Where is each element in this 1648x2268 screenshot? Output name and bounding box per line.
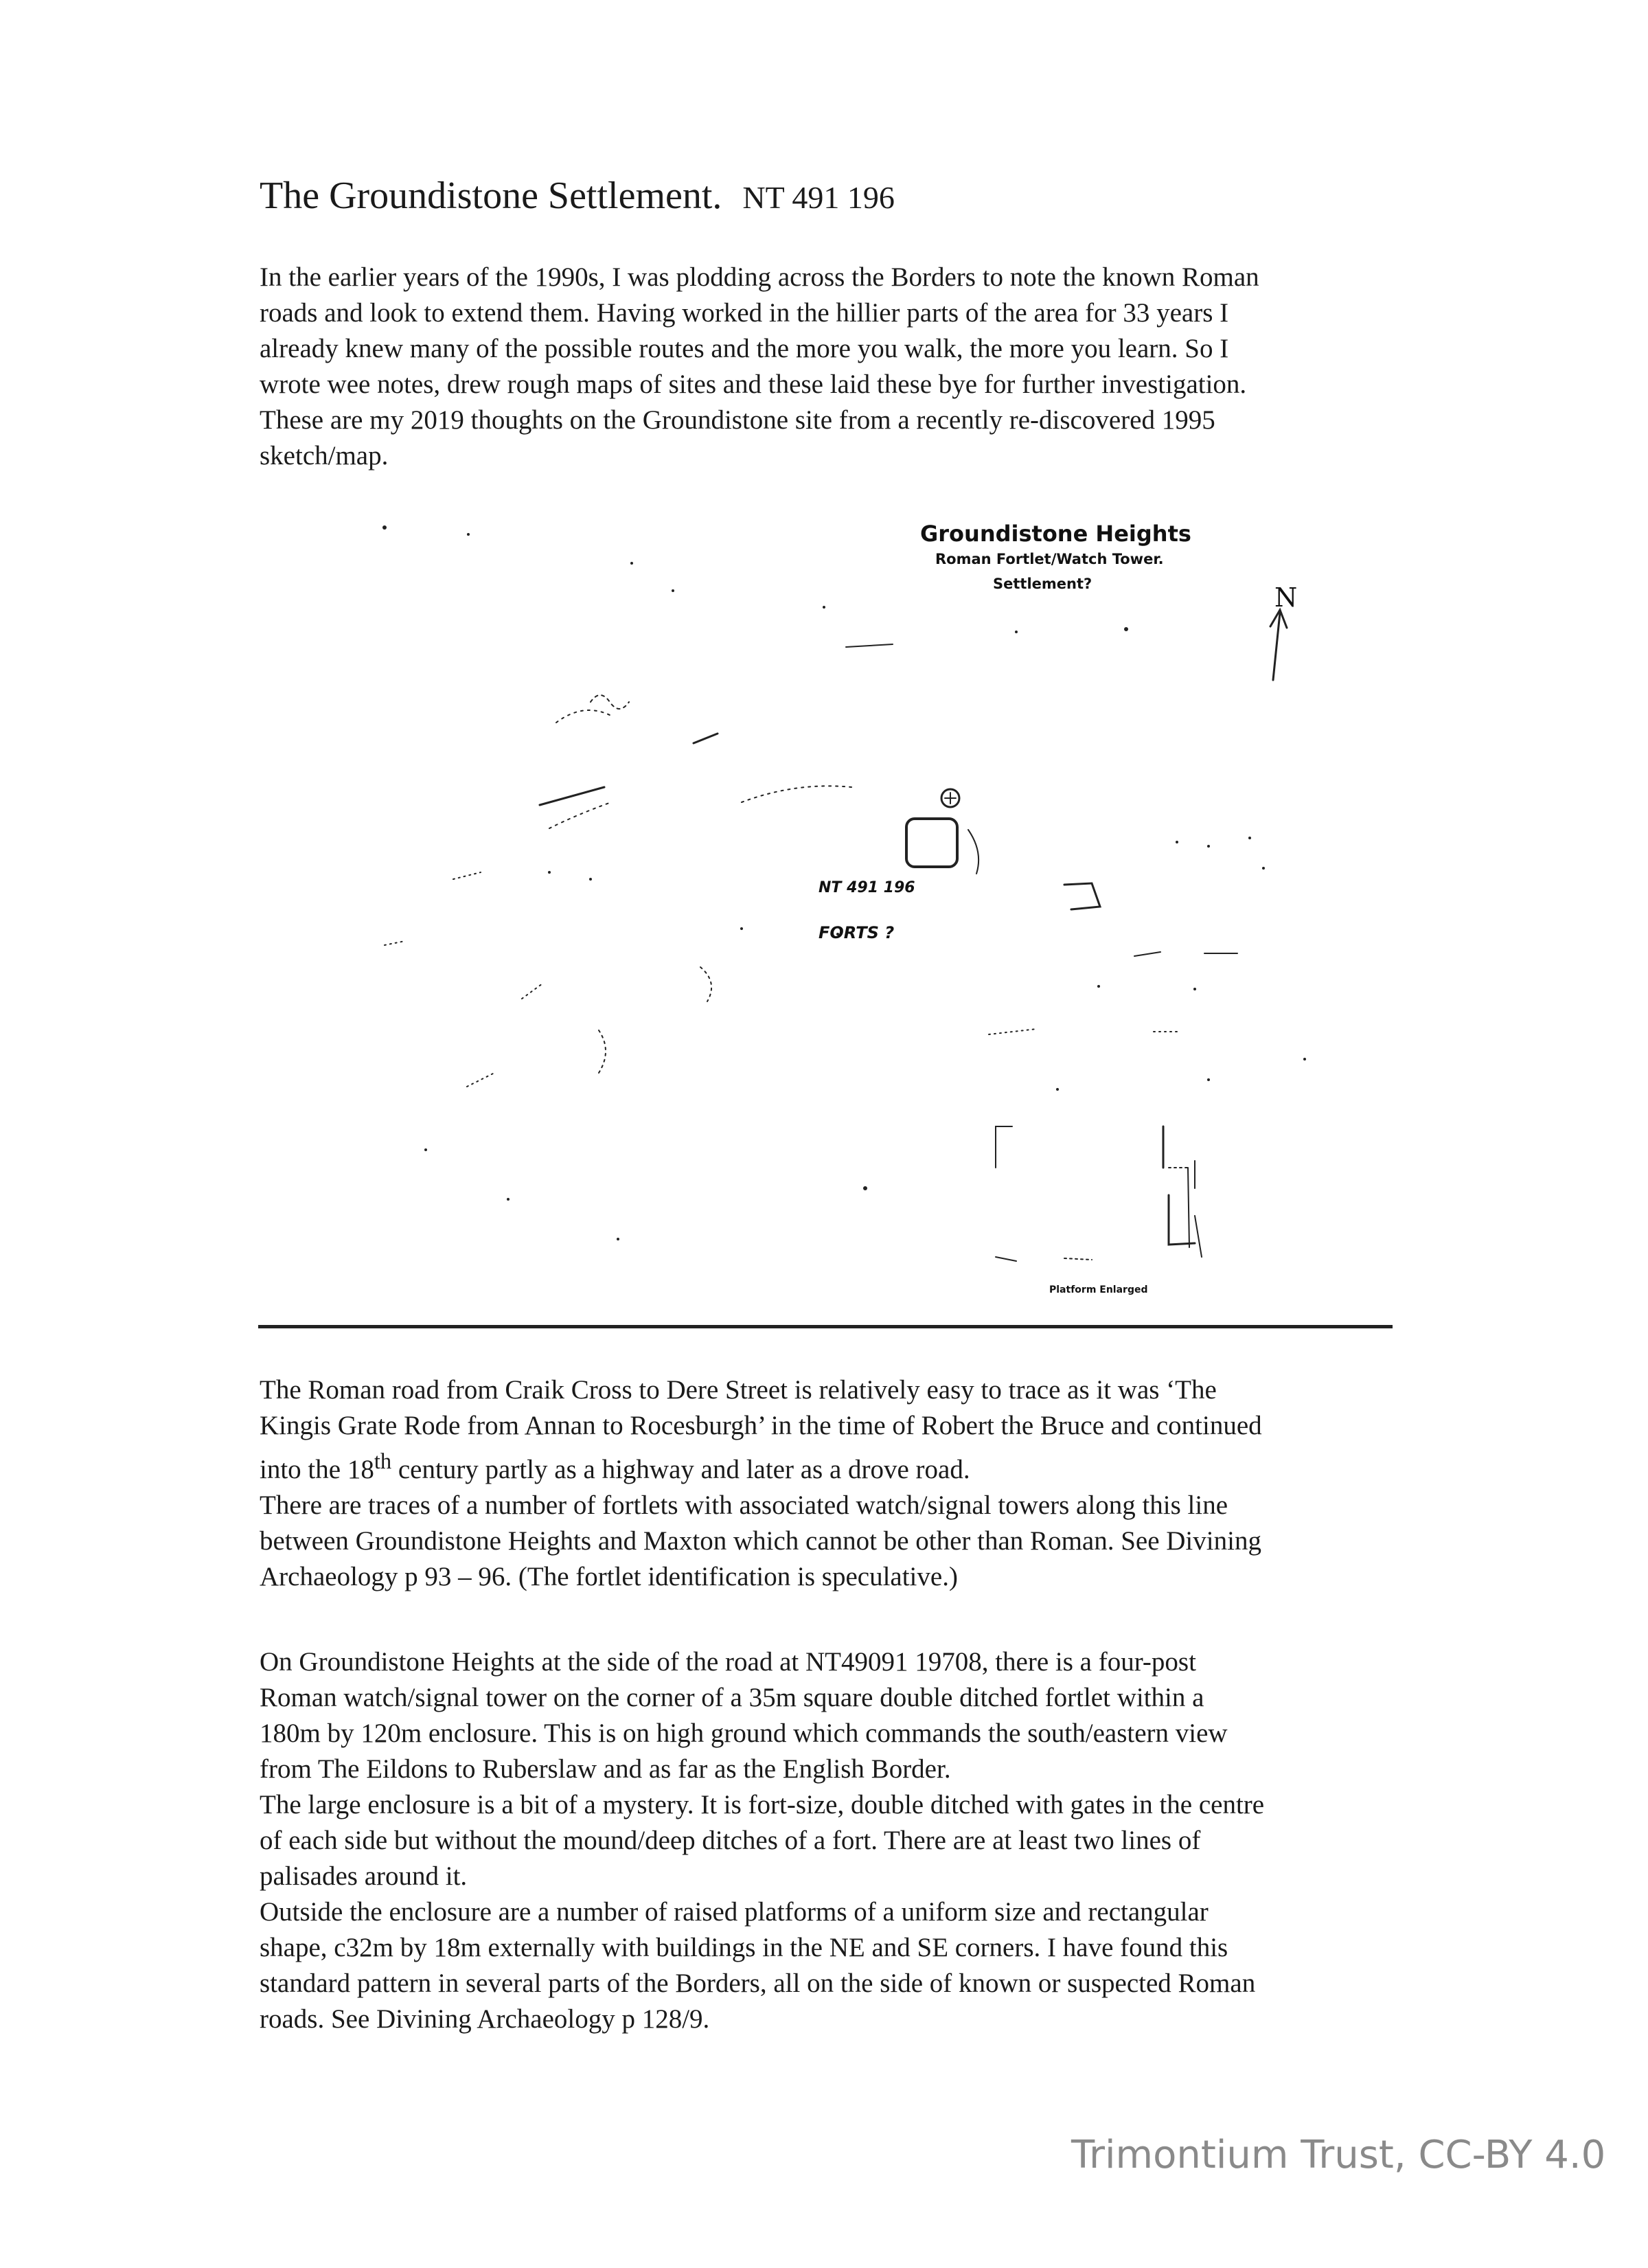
- heights-line: shape, c32m by 18m externally with buildings in the NE and SE corners. I have found this: [260, 1933, 1228, 1962]
- intro-line: In the earlier years of the 1990s, I was plodding across the Borders to note the known Roman: [260, 262, 1259, 292]
- ordinal-suffix: th: [374, 1449, 392, 1474]
- road-line-century: [260, 1444, 1463, 1488]
- intro-line: These are my 2019 thoughts on the Groundistone site from a recently re-discovered 1995: [260, 405, 1215, 435]
- intro-paragraph: [260, 260, 1463, 474]
- sketch-grid-note: NT 491 196: [819, 879, 915, 896]
- intro-line: wrote wee notes, drew rough maps of sites and these laid these bye for further investigation.: [260, 370, 1247, 399]
- road-paragraph: [260, 1372, 1463, 1595]
- road-line-part: into the 18: [260, 1455, 374, 1484]
- road-line: There are traces of a number of fortlets with associated watch/signal towers along this line: [260, 1490, 1228, 1520]
- heights-line: of each side but without the mound/deep ditches of a fort. There are at least two lines of: [260, 1826, 1201, 1855]
- heights-paragraph: [260, 1644, 1463, 2037]
- road-line-part: century partly as a highway and later as a drove road.: [391, 1455, 970, 1484]
- sketch-drawing: [302, 508, 1387, 1319]
- sketch-subtitle: Roman Fortlet/Watch Tower.: [935, 551, 1164, 567]
- heights-line: On Groundistone Heights at the side of the road at NT49091 19708, there is a four-post: [260, 1647, 1196, 1677]
- sketch-subtitle-settlement: Settlement?: [993, 576, 1092, 592]
- road-line: Archaeology p 93 – 96. (The fortlet identification is speculative.): [260, 1562, 958, 1591]
- page-title: [260, 172, 895, 222]
- fortlet-square: [906, 819, 957, 867]
- heights-line: Outside the enclosure are a number of raised platforms of a uniform size and rectangular: [260, 1897, 1209, 1927]
- heights-line: from The Eildons to Ruberslaw and as far as the English Border.: [260, 1754, 951, 1784]
- title-text: The Groundistone Settlement.: [260, 174, 722, 217]
- sketch-title: Groundistone Heights: [920, 521, 1191, 547]
- heights-line: roads. See Divining Archaeology p 128/9.: [260, 2004, 710, 2034]
- north-label: N: [1274, 582, 1298, 613]
- license-credit: Trimontium Trust, CC-BY 4.0: [1071, 2133, 1606, 2177]
- road-line: The Roman road from Craik Cross to Dere Street is relatively easy to trace as it was ‘The: [260, 1375, 1217, 1405]
- heights-line: Roman watch/signal tower on the corner of a 35m square double ditched fortlet within a: [260, 1683, 1204, 1712]
- road-line: Kingis Grate Rode from Annan to Rocesburgh’ in the time of Robert the Bruce and continued: [260, 1411, 1262, 1440]
- intro-line: already knew many of the possible routes and the more you walk, the more you learn. So I: [260, 334, 1229, 363]
- heights-line: palisades around it.: [260, 1861, 468, 1891]
- road-line: between Groundistone Heights and Maxton which cannot be other than Roman. See Divining: [260, 1526, 1261, 1556]
- sketch-fort-note: FORTS ?: [819, 923, 895, 942]
- site-sketch-map: [302, 508, 1387, 1319]
- heights-line: The large enclosure is a bit of a mystery. It is fort-size, double ditched with gates in the centre: [260, 1790, 1265, 1819]
- heights-line: standard pattern in several parts of the Borders, all on the side of known or suspected Roman: [260, 1969, 1256, 1998]
- intro-line: sketch/map.: [260, 441, 389, 470]
- section-divider: [258, 1325, 1393, 1328]
- sketch-platform-note: Platform Enlarged: [1049, 1284, 1148, 1295]
- north-arrow-shaft: [1273, 613, 1280, 680]
- grid-reference: NT 491 196: [742, 180, 895, 215]
- intro-line: roads and look to extend them. Having worked in the hillier parts of the area for 33 years I: [260, 298, 1229, 328]
- heights-line: 180m by 120m enclosure. This is on high ground which commands the south/eastern view: [260, 1719, 1228, 1748]
